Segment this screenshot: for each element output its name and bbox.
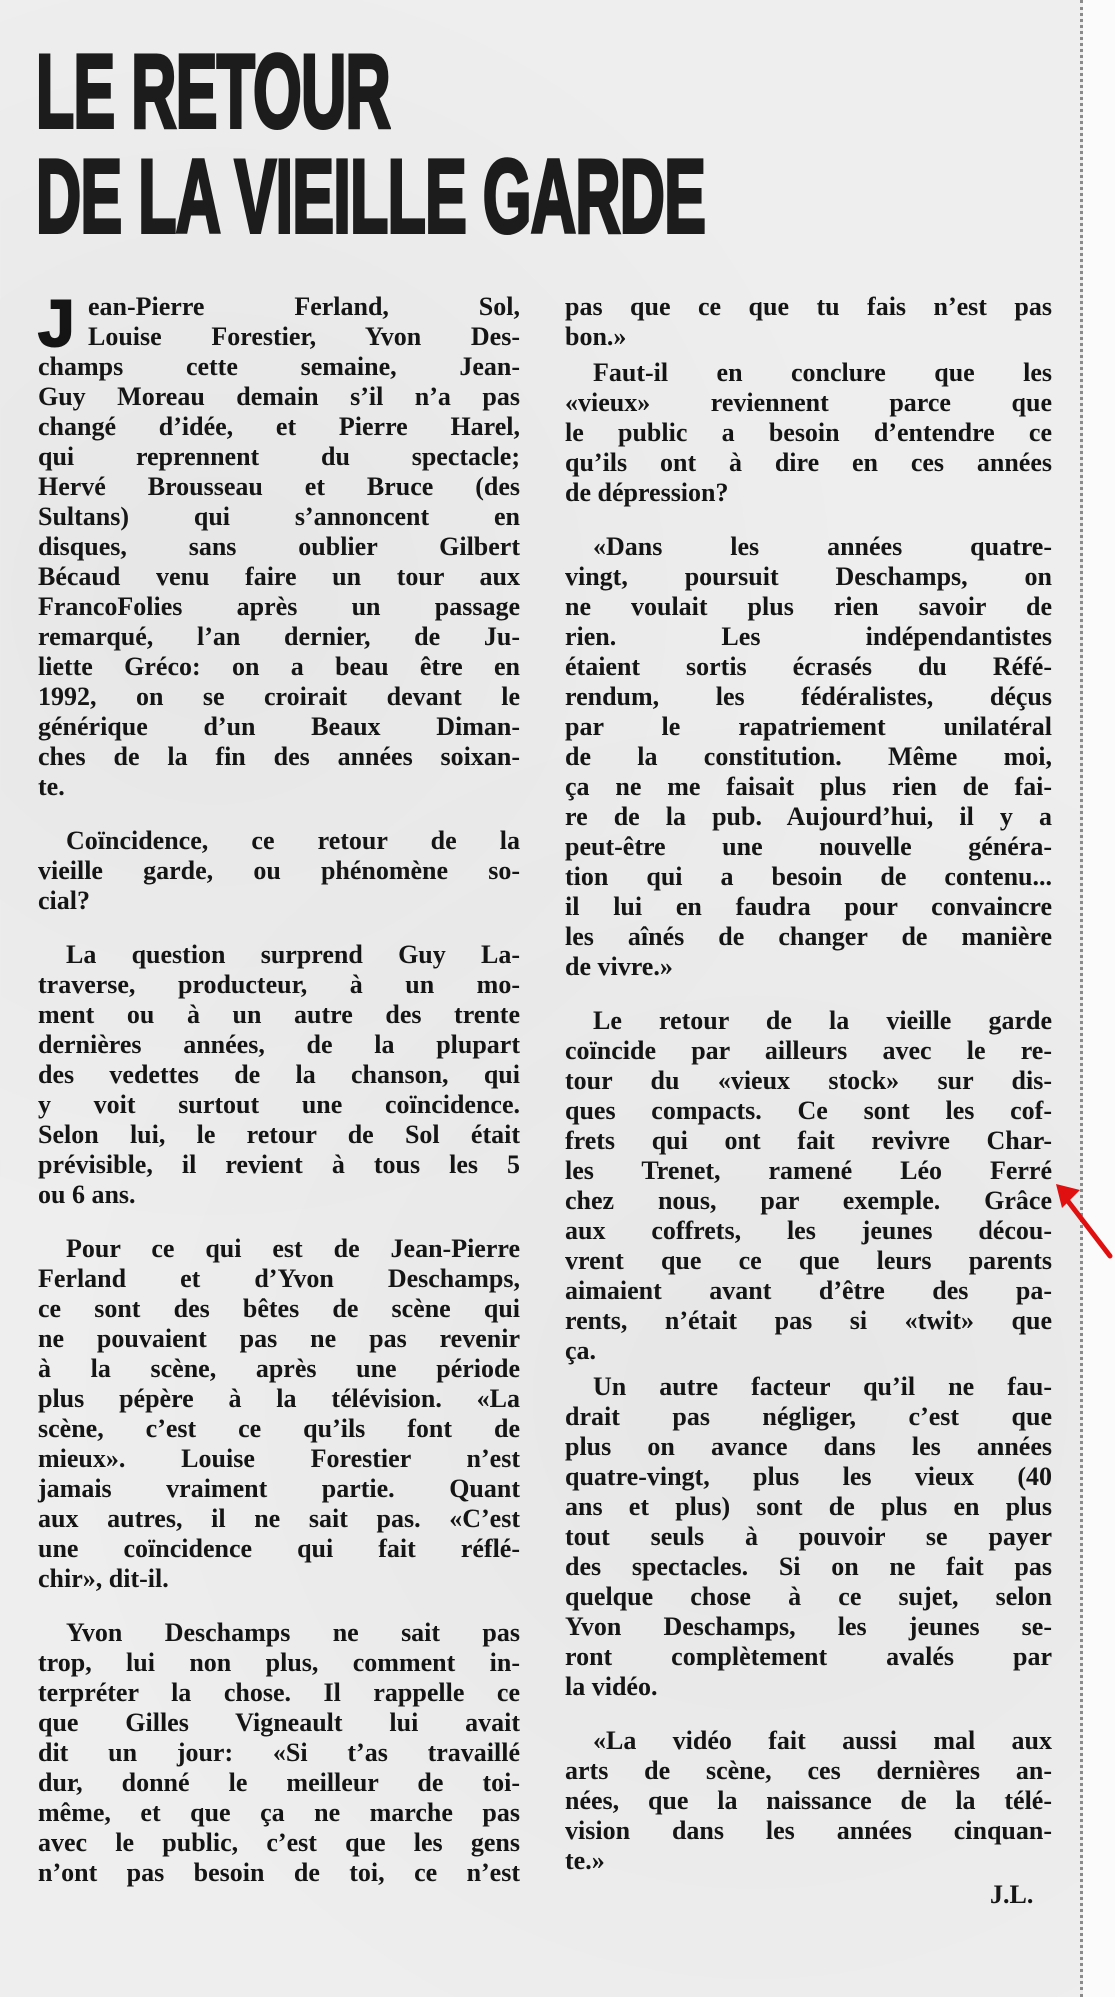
text-line: «Dans les années quatre- [593,532,1052,561]
article-paragraph [565,292,1052,352]
text-line: scène, c’est ce qu’ils font de [38,1414,520,1443]
text-line: arts de scène, ces dernières an- [565,1756,1052,1785]
text-line: dit un jour: «Si t’as travaillé [38,1738,520,1767]
text-line: FrancoFolies après un passage [38,592,520,621]
text-line: liette Gréco: on a beau être en [38,652,520,681]
text-line: le public a besoin d’entendre ce [565,418,1052,447]
text-line: plus on avance dans les années [565,1432,1052,1461]
text-line: que Gilles Vigneault lui avait [38,1708,520,1737]
text-line: dur, donné le meilleur de toi- [38,1768,520,1797]
headline-line-2: DE LA VIEILLE GARDE [36,139,706,255]
text-line: ment ou à un autre des trente [38,1000,520,1029]
text-line: te. [38,772,65,801]
article-column-2 [565,292,1052,1900]
text-line: Yvon Deschamps ne sait pas [66,1618,520,1647]
red-arrow-icon [1050,1180,1115,1260]
text-line: par le rapatriement unilatéral [565,712,1052,741]
article-paragraph [38,940,520,1210]
text-line: vieille garde, ou phénomène so- [38,856,520,885]
text-line: disques, sans oublier Gilbert [38,532,520,561]
text-line: avec le public, c’est que les gens [38,1828,520,1857]
text-line: même, et que ça ne marche pas [38,1798,520,1827]
text-line: La question surprend Guy La- [66,940,520,969]
article-paragraph [565,358,1052,508]
text-line: aux coffrets, les jeunes décou- [565,1216,1052,1245]
text-line: de dépression? [565,478,729,507]
text-line: trop, lui non plus, comment in- [38,1648,520,1677]
text-line: pas que ce que tu fais n’est pas [565,292,1052,321]
article-paragraph [38,826,520,916]
text-line: il lui en faudra pour convaincre [565,892,1052,921]
text-line: Le retour de la vieille garde [593,1006,1052,1035]
text-line: ean-Pierre Ferland, Sol, [88,292,520,321]
text-line: vingt, poursuit Deschamps, on [565,562,1052,591]
drop-cap: J [38,286,75,360]
text-line: vrent que ce que leurs parents [565,1246,1052,1275]
text-line: quelque chose à ce sujet, selon [565,1582,1052,1611]
text-line: aimaient avant d’être des pa- [565,1276,1052,1305]
article-column-1 [38,286,520,1912]
article-paragraph [38,286,520,802]
text-line: ne pouvaient pas ne pas revenir [38,1324,520,1353]
text-line: plus pépère à la télévision. «La [38,1384,520,1413]
text-line: qui reprennent du spectacle; [38,442,520,471]
text-line: Selon lui, le retour de Sol était [38,1120,520,1149]
text-line: nées, que la naissance de la télé- [565,1786,1052,1815]
text-line: ches de la fin des années soixan- [38,742,520,771]
article-paragraph [565,1372,1052,1702]
text-line: tout seuls à pouvoir se payer [565,1522,1052,1551]
text-line: générique d’un Beaux Diman- [38,712,520,741]
text-line: Guy Moreau demain s’il n’a pas [38,382,520,411]
text-line: prévisible, il revient à tous les 5 [38,1150,520,1179]
text-line: ce sont des bêtes de scène qui [38,1294,520,1323]
text-line: Un autre facteur qu’il ne fau- [593,1372,1052,1401]
text-line: bon.» [565,322,627,351]
article-paragraph [565,1006,1052,1366]
text-line: n’ont pas besoin de toi, ce n’est [38,1858,520,1887]
text-line: Faut-il en conclure que les [593,358,1052,387]
text-line: Yvon Deschamps, les jeunes se- [565,1612,1052,1641]
author-signature: J.L. [990,1880,1034,1909]
text-line: étaient sortis écrasés du Réfé- [565,652,1052,681]
text-line: mieux». Louise Forestier n’est [38,1444,520,1473]
text-line: quatre-vingt, plus les vieux (40 [565,1462,1052,1491]
article-paragraph [565,532,1052,982]
text-line: terpréter la chose. Il rappelle ce [38,1678,520,1707]
text-line: re de la pub. Aujourd’hui, il y a [565,802,1052,831]
text-line: Sultans) qui s’annoncent en [38,502,520,531]
text-line: «La vidéo fait aussi mal aux [593,1726,1052,1755]
text-line: les aînés de changer de manière [565,922,1052,951]
text-line: de vivre.» [565,952,673,981]
article-paragraph [38,1234,520,1594]
text-line: une coïncidence qui fait réflé- [38,1534,520,1563]
text-line: Ferland et d’Yvon Deschamps, [38,1264,520,1293]
text-line: les Trenet, ramené Léo Ferré [565,1156,1052,1185]
text-line: jamais vraiment partie. Quant [38,1474,520,1503]
text-line: chez nous, par exemple. Grâce [565,1186,1052,1215]
text-line: la vidéo. [565,1672,658,1701]
text-line: aux autres, il ne sait pas. «C’est [38,1504,520,1533]
text-line: remarqué, l’an dernier, de Ju- [38,622,520,651]
text-line: tour du «vieux stock» sur dis- [565,1066,1052,1095]
text-line: y voit surtout une coïncidence. [38,1090,520,1119]
text-line: cial? [38,886,90,915]
text-line: ça ne me faisait plus rien de fai- [565,772,1052,801]
text-line: ne voulait plus rien savoir de [565,592,1052,621]
text-line: ça. [565,1336,597,1365]
text-line: peut-être une nouvelle généra- [565,832,1052,861]
text-line: rien. Les indépendantistes [565,622,1052,651]
text-line: te.» [565,1846,605,1875]
text-line: changé d’idée, et Pierre Harel, [38,412,520,441]
text-line: dernières années, de la plupart [38,1030,520,1059]
text-line: à la scène, après une période [38,1354,520,1383]
text-line: drait pas négliger, c’est que [565,1402,1052,1431]
article-paragraph [38,1618,520,1888]
text-line: traverse, producteur, à un mo- [38,970,520,999]
text-line: ques compacts. Ce sont les cof- [565,1096,1052,1125]
text-line: qu’ils ont à dire en ces années [565,448,1052,477]
text-line: ans et plus) sont de plus en plus [565,1492,1052,1521]
text-line: frets qui ont fait revivre Char- [565,1126,1052,1155]
text-line: rents, n’était pas si «twit» que [565,1306,1052,1335]
text-line: Hervé Brousseau et Bruce (des [38,472,520,501]
text-line: tion qui a besoin de contenu... [565,862,1052,891]
text-line: coïncide par ailleurs avec le re- [565,1036,1052,1065]
text-line: ront complètement avalés par [565,1642,1052,1671]
text-line: des spectacles. Si on ne fait pas [565,1552,1052,1581]
text-line: rendum, les fédéralistes, déçus [565,682,1052,711]
text-line: ou 6 ans. [38,1180,136,1209]
text-line: Louise Forestier, Yvon Des- [88,322,520,351]
text-line: 1992, on se croirait devant le [38,682,520,711]
text-line: Pour ce qui est de Jean-Pierre [66,1234,520,1263]
text-line: champs cette semaine, Jean- [38,352,520,381]
text-line: vision dans les années cinquan- [565,1816,1052,1845]
article-paragraph [565,1726,1052,1876]
text-line: de la constitution. Même moi, [565,742,1052,771]
text-line: Coïncidence, ce retour de la [66,826,520,855]
text-line: Bécaud venu faire un tour aux [38,562,520,591]
text-line: chir», dit-il. [38,1564,169,1593]
text-line: «vieux» reviennent parce que [565,388,1052,417]
text-line: des vedettes de la chanson, qui [38,1060,520,1089]
headline-line-1: LE RETOUR [36,34,391,150]
